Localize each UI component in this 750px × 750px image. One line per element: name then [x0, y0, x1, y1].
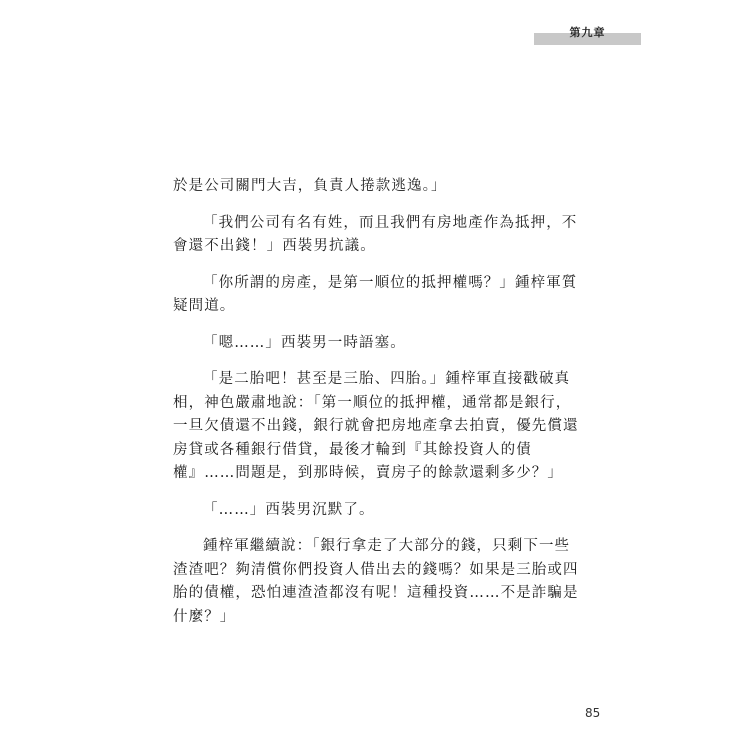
- chapter-title: 第九章: [569, 26, 606, 39]
- paragraph: 鍾梓軍繼續說：「銀行拿走了大部分的錢，只剩下一些渣渣吧？夠清償你們投資人借出去的錢嗎？如果是三胎或四胎的債權，恐怕連渣渣都沒有呢！這種投資……不是詐騙是什麼？」: [173, 538, 579, 625]
- paragraph: 「你所謂的房產，是第一順位的抵押權嗎？」鍾梓軍質疑問道。: [173, 274, 578, 314]
- paragraph: 「……」西裝男沉默了。: [203, 501, 375, 518]
- body-text: [173, 175, 585, 642]
- paragraph: 於是公司關門大吉，負責人捲款逃逸。」: [173, 178, 447, 194]
- paragraph: 「嗯……」西裝男一時語塞。: [203, 334, 406, 351]
- paragraph: 「是二胎吧！甚至是三胎、四胎。」鍾梓軍直接戳破真相，神色嚴肅地說：「第一順位的抵押權，通常都是銀行，一旦欠債還不出錢，銀行就會把房地產拿去拍賣，優先償還房貸或各種銀行借貸，最後才輪到『其餘投資人的債權』……問題是，到那時候，賣房子的餘款還剩多少？」: [173, 371, 579, 481]
- page-number: 85: [585, 706, 601, 720]
- paragraph: 「我們公司有名有姓，而且我們有房地產作為抵押，不會還不出錢！」西裝男抗議。: [173, 214, 578, 254]
